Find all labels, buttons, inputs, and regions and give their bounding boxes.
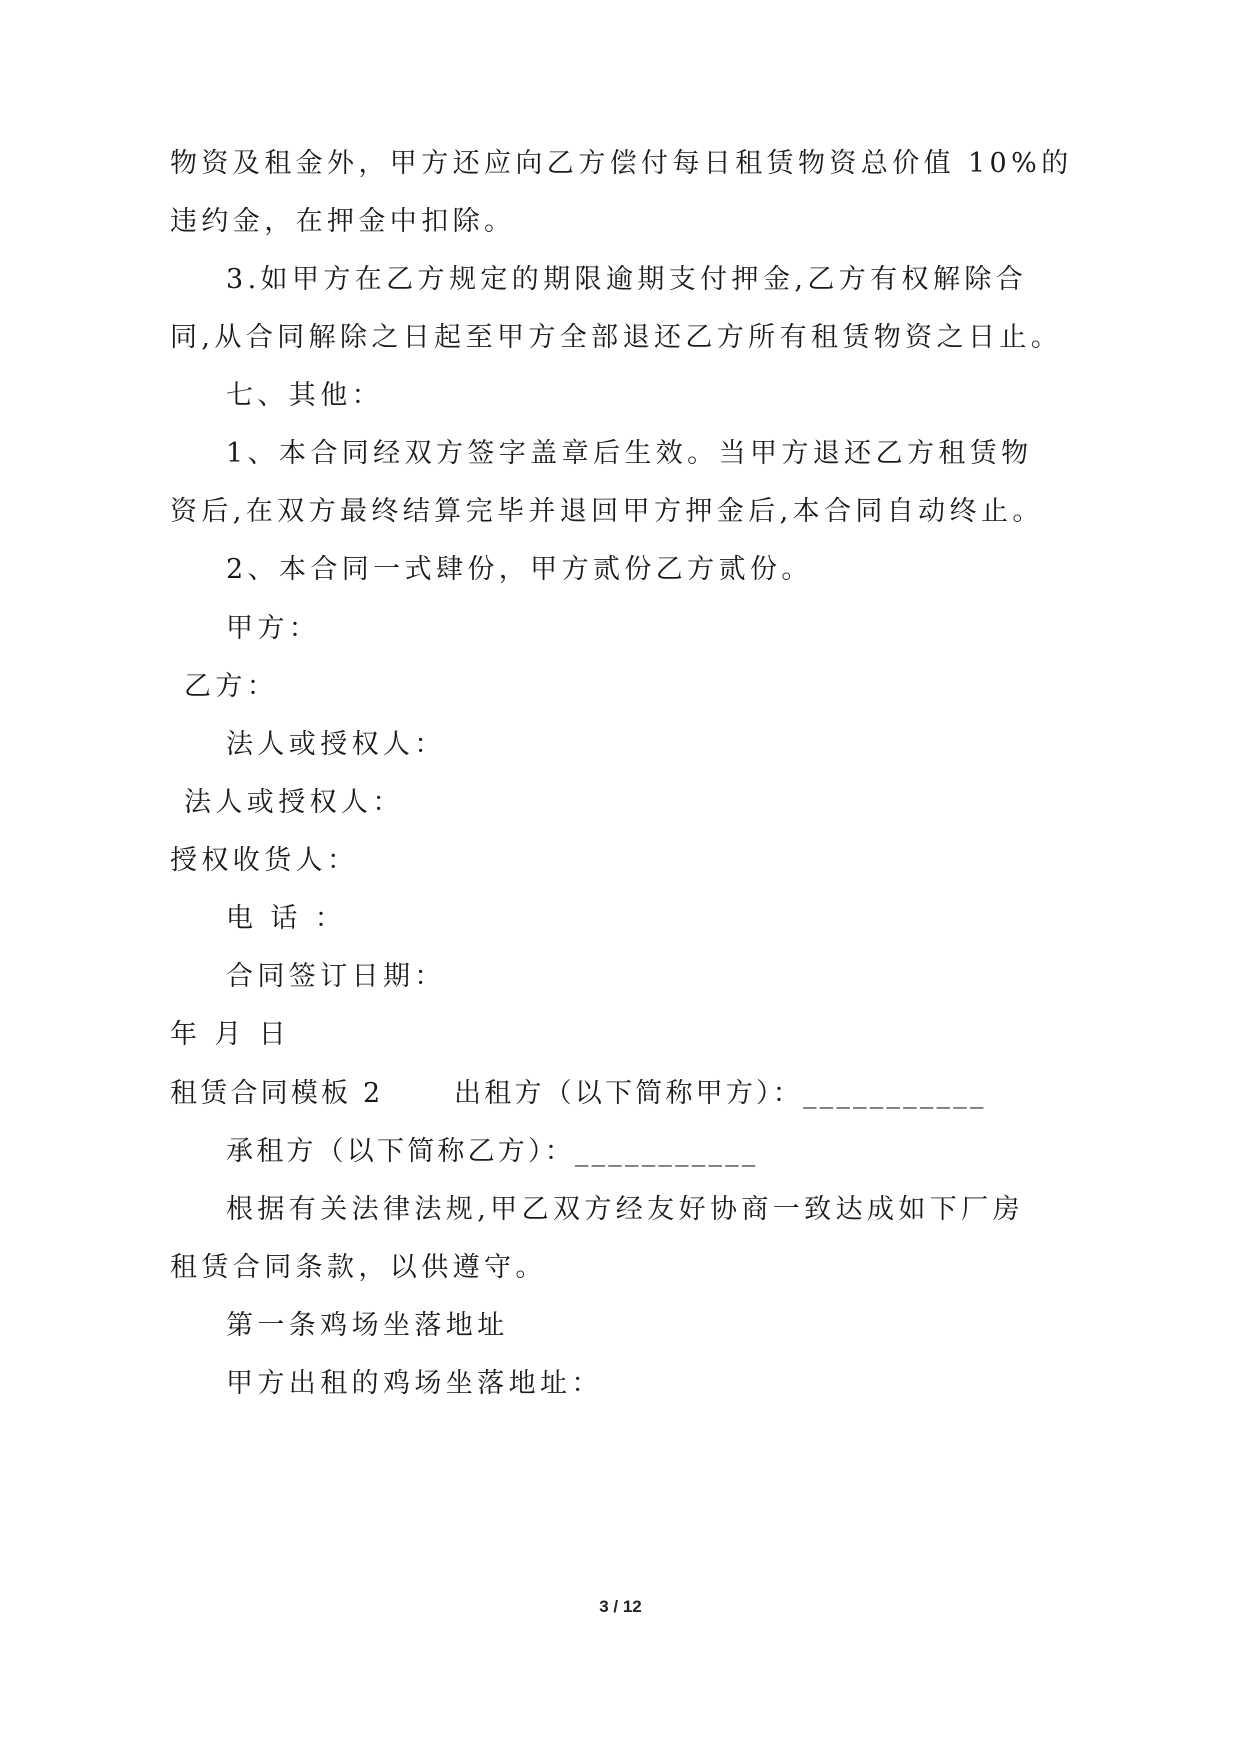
text-line: 同,从合同解除之日起至甲方全部退还乙方所有租赁物资之日止。 xyxy=(170,322,1063,353)
text-line: 物资及租金外，甲方还应向乙方偿付每日租赁物资总价值 10%的 xyxy=(170,148,1073,179)
party-a-label: 甲方： xyxy=(226,613,321,644)
receiver-label: 授权收货人： xyxy=(170,845,359,876)
legal-rep-label: 法人或授权人： xyxy=(226,729,446,760)
text-line: 1、本合同经双方签字盖章后生效。当甲方退还乙方租赁物 xyxy=(226,438,1033,469)
phone-label: 电 话 ： xyxy=(226,903,347,934)
text-line: 3.如甲方在乙方规定的期限逾期支付押金,乙方有权解除合 xyxy=(226,264,1028,295)
clause-heading: 第一条鸡场坐落地址 xyxy=(226,1310,509,1341)
text-line: 甲方出租的鸡场坐落地址： xyxy=(226,1368,603,1399)
sign-date-label: 合同签订日期： xyxy=(226,961,446,992)
text-line: 违约金，在押金中扣除。 xyxy=(170,206,516,237)
lessee-line: 承租方（以下简称乙方）：___________ xyxy=(226,1136,759,1167)
party-b-label: 乙方： xyxy=(184,671,279,702)
section-heading: 七、其他： xyxy=(226,380,383,411)
text-line: 2、本合同一式肆份，甲方贰份乙方贰份。 xyxy=(226,554,813,585)
page-number: 3 / 12 xyxy=(599,1597,642,1616)
date-line: 年 月 日 xyxy=(170,1019,291,1050)
text-line: 租赁合同条款，以供遵守。 xyxy=(170,1252,547,1283)
template-title-line: 租赁合同模板 2 出租方（以下简称甲方）：___________ xyxy=(170,1078,987,1109)
text-line: 根据有关法律法规,甲乙双方经友好协商一致达成如下厂房 xyxy=(226,1194,1024,1225)
text-line: 资后,在双方最终结算完毕并退回甲方押金后,本合同自动终止。 xyxy=(170,496,1044,527)
legal-rep-label: 法人或授权人： xyxy=(184,787,404,818)
